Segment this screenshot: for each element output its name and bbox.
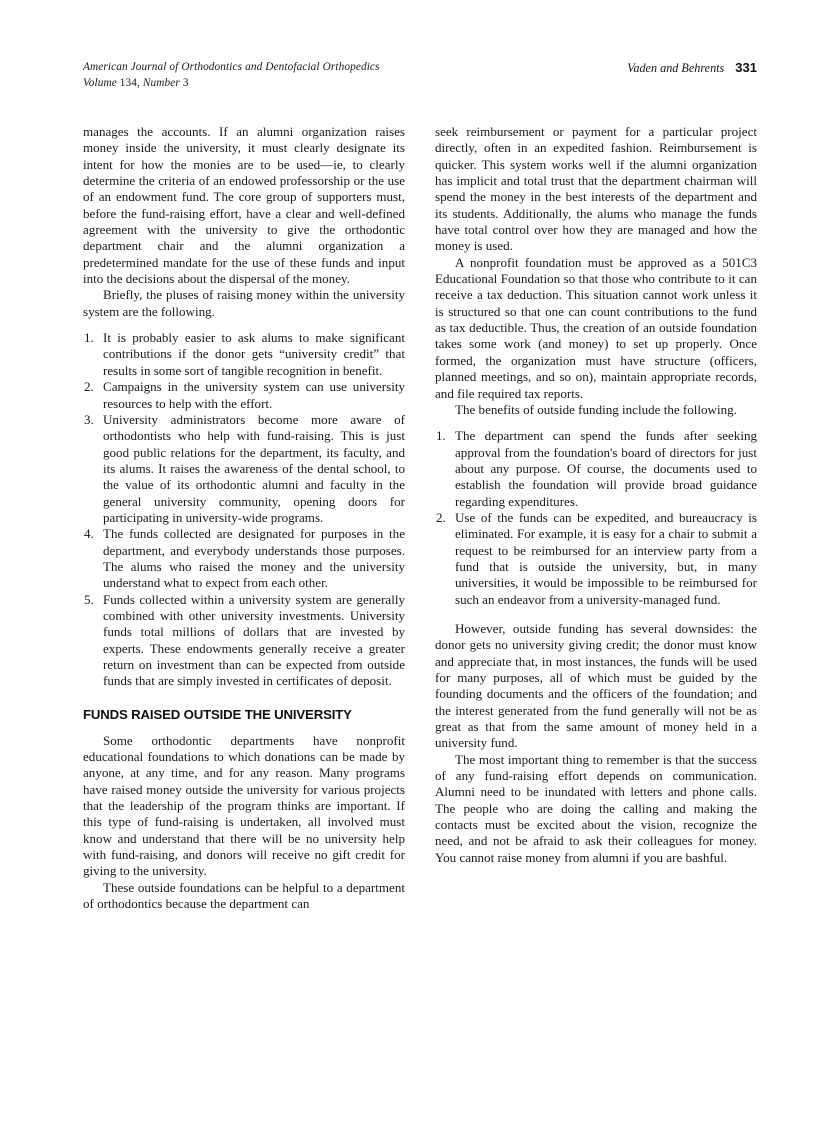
list-item: The department can spend the funds after seeking approval from the foundation's board of directors for just about any purpose. Of course, the documents used to establish the foundation will provide broad guidance regarding expenditures. xyxy=(455,428,757,509)
paragraph: These outside foundations can be helpful to a department of orthodontics because the department can xyxy=(83,879,405,912)
list-item: It is probably easier to ask alums to make significant contributions if the donor gets “university credit” that results in some sort of tangible recognition in benefit. xyxy=(103,330,405,378)
list-item: The funds collected are designated for purposes in the department, and everybody understands those purposes. The alums who raised the money and the university understand what to expect from each other. xyxy=(103,526,405,591)
spacer xyxy=(435,418,757,428)
left-column xyxy=(83,124,405,912)
volume-label: Volume xyxy=(83,76,117,89)
pluses-list xyxy=(83,330,405,690)
paragraph: The benefits of outside funding include the following. xyxy=(455,401,737,417)
section-heading: FUNDS RAISED OUTSIDE THE UNIVERSITY xyxy=(83,706,352,722)
paragraph: Briefly, the pluses of raising money within the university system are the following. xyxy=(83,287,405,319)
spacer xyxy=(435,608,757,621)
number-value: 3 xyxy=(182,76,189,89)
spacer xyxy=(83,320,405,330)
paragraph: Some orthodontic departments have nonprofit educational foundations to which donations can be made by anyone, at any time, and for any reason. Many programs have raised money outside the university for various projects that the leadership of the program thinks are important. If this type of fund-raising is undertaken, all involved must know and understand that there will be no university help with fund-raising, and donors will receive no gift credit for giving to the university. xyxy=(83,732,405,879)
journal-title: American Journal of Orthodontics and Dentofacial Orthopedics xyxy=(83,61,380,73)
list-item: Use of the funds can be expedited, and bureaucracy is eliminated. For example, it is easy for a chair to submit a request to be reimbursed for an interview party from a fund that is outside the university, but, in many universities, it would be impossible to be reimbursed for such an endeavor from a university-managed fund. xyxy=(455,509,757,607)
paragraph: However, outside funding has several downsides: the donor gets no university giving credit; the donor must know and appreciate that, in most instances, the funds will be used for many purposes, all of which must be guided by the founding documents and the officers of the foundation; and the interest generated from the fund generally will not be as great as that from the same amount of money held in a university fund. xyxy=(435,620,757,751)
list-item: Funds collected within a university system are generally combined with other university investments. University funds total millions of dollars that are invested by experts. These endowments generally receive a greater return on investment than can be expected from outside funds that are simply invested in certificates of deposit. xyxy=(103,591,405,689)
running-head-left xyxy=(83,60,380,91)
spacer xyxy=(83,723,405,733)
running-head xyxy=(83,60,757,91)
paragraph: The most important thing to remember is that the success of any fund-raising effort depends on communication. Alumni need to be inundated with letters and phone calls. The people who are doing the calling and making the contacts must be excited about the vision, recognize the need, and not be afraid to ask their colleagues for money. You cannot raise money from alumni if you are bashful. xyxy=(435,751,757,865)
volume-number: 134, xyxy=(119,76,140,89)
author-names: Vaden and Behrents xyxy=(627,61,725,75)
page-number: 331 xyxy=(735,60,757,75)
volume-issue-line xyxy=(83,76,380,92)
list-item: University administrators become more aware of orthodontists who help with fund-raising. This is just good public relations for the department, its faculty, and its alums. It raises the awareness of the dental school, to the value of its orthodontic alumni and faculty in the general university community, opening doors for participating in university-wide programs. xyxy=(103,411,405,525)
list-item: Campaigns in the university system can use university resources to help with the effort. xyxy=(103,379,405,411)
paragraph: A nonprofit foundation must be approved as a 501C3 Educational Foundation so that those who contribute to it can receive a tax deduction. This situation cannot work unless it is structured so that one can count contributions to the fund as tax deductible. Thus, the creation of an outside foundation takes some work (and money) to set up properly. Once formed, the organization must have structure (officers, planned meetings, and so on), maintain appropriate records, and file required tax reports. xyxy=(435,254,757,401)
right-column xyxy=(435,124,757,912)
body-columns xyxy=(83,124,757,912)
running-head-right xyxy=(627,60,757,77)
benefits-list xyxy=(435,428,757,608)
paragraph: manages the accounts. If an alumni organization raises money inside the university, it must clearly designate its intent for how the monies are to be used—ie, to clearly determine the criteria of an endowed professorship or the use of an endowment fund. The core group of supporters must, before the fund-raising effort, have a clear and well-defined agreement with the university to give the orthodontic department chair and the alumni organization a predetermined mandate for the use of these funds and input into the decisions about the dispersal of the money. xyxy=(83,124,405,287)
paragraph: seek reimbursement or payment for a particular project directly, often in an expedited fashion. Reimbursement is quicker. This system works well if the alumni organization has implicit and total trust that the department chairman will spend the money in the best interests of the department and its students. Additionally, the alums who manage the funds have total control over how they are managed and how the money is used. xyxy=(435,124,757,254)
spacer xyxy=(83,690,405,707)
number-label: Number xyxy=(142,76,180,89)
